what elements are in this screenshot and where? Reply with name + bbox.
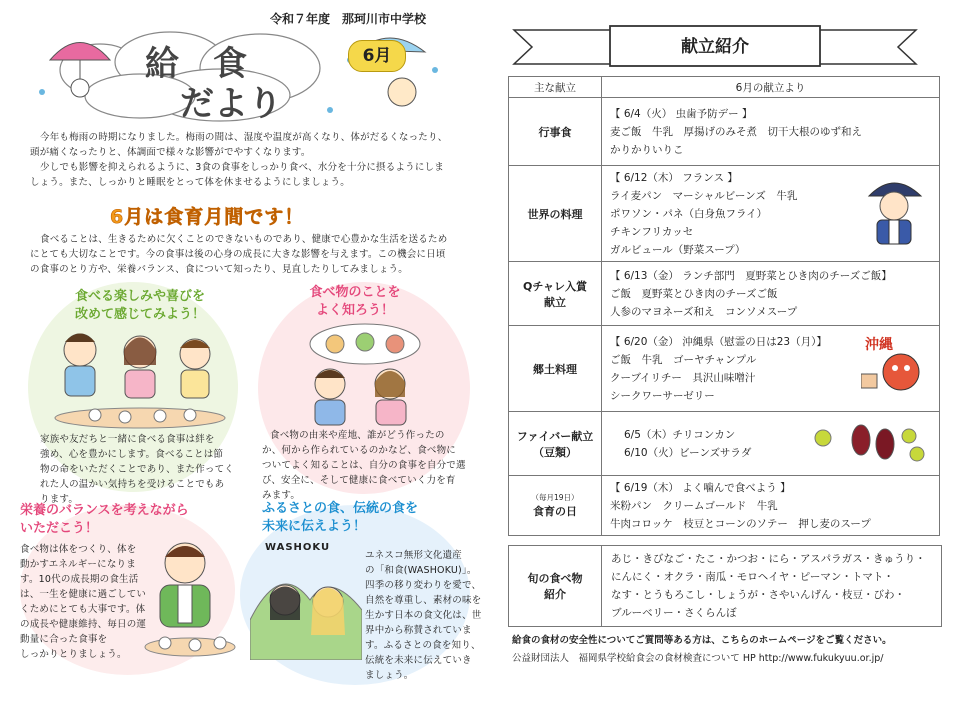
- row-menu: [602, 262, 940, 326]
- menu-line: クーブイリチー 具沢山味噌汁: [610, 371, 756, 384]
- school-line: 令和７年度 那珂川市中学校: [270, 12, 427, 26]
- menu-line: ライ麦パン マーシャルビーンズ 牛乳: [610, 189, 798, 202]
- section2-line: 食べ物の由来や産地、誰がどう作ったの: [270, 430, 445, 441]
- section2-line: か、何から作られているのかなど、食べ物に: [262, 445, 457, 456]
- headline: 6月は食育月間です！: [110, 206, 305, 228]
- headline-line: 食べることは、生きるために欠くことのできないものであり、健康で心豊かな生活を送るため: [40, 234, 448, 245]
- category-label: 食育の日: [533, 505, 577, 518]
- row-menu: [602, 326, 940, 412]
- category-label: Qチャレ入賞: [522, 279, 588, 293]
- family-eating-illustration: [45, 320, 235, 430]
- section3-line: くためにとても大事です。体: [20, 604, 146, 615]
- season-category: [509, 546, 602, 626]
- menu-line: 【 6/19（木） よく噛んで食べよう 】: [610, 481, 791, 494]
- category-label: 郷土料理: [533, 362, 577, 376]
- row-category: [509, 412, 602, 476]
- title-row1: 給 食: [145, 44, 247, 84]
- washoku-label: WASHOKU: [265, 542, 331, 553]
- napoleon-illustration: [863, 174, 925, 246]
- section4-title: [262, 500, 482, 536]
- row-menu: [602, 98, 940, 166]
- season-foods-list: [611, 550, 926, 622]
- intro-line: 今年も梅雨の時期になりました。梅雨の間は、湿度や温度が高くなり、体がだるくなったり、: [40, 132, 448, 143]
- category-label: 行事食: [538, 125, 572, 139]
- menu-line: 牛肉コロッケ 枝豆とコーンのソテー 押し麦のスープ: [610, 517, 871, 530]
- menu-banner: [510, 24, 920, 72]
- category-label: ファイバー献立: [516, 429, 594, 443]
- section4-title-line: 未来に伝えよう！: [262, 519, 367, 534]
- table-row: [509, 476, 940, 536]
- section4-title-line: ふるさとの食、伝統の食を: [262, 501, 419, 516]
- menu-line: シークワーサーゼリー: [610, 389, 715, 402]
- title-row2: だより: [180, 84, 282, 124]
- section1-title-line: 改めて感じてみよう！: [74, 307, 205, 322]
- intro-line: しょう。また、しっかりと睡眠をとって体を休ませるようにしましょう。: [30, 177, 350, 188]
- section3-title: [20, 502, 250, 538]
- menu-line: チキンフリカッセ: [610, 225, 694, 238]
- section4-line: 伝統を未来に伝えていき: [365, 655, 472, 666]
- menu-table-header: [509, 77, 940, 98]
- section4-line: 界中から称賛されていま: [365, 625, 472, 636]
- season-line: ブルーベリー・さくらんぼ: [611, 607, 737, 619]
- menu-line: ご飯 牛乳 ゴーヤチャンプル: [610, 353, 757, 366]
- month-badge: 6月: [348, 40, 406, 72]
- season-category-label: 紹介: [544, 588, 566, 601]
- section3-title-line: 栄養のバランスを考えながら: [20, 503, 189, 518]
- menu-line: 6/5（木）チリコンカン: [624, 428, 736, 441]
- category-label: 献立: [544, 295, 566, 309]
- headline-body: [30, 232, 480, 277]
- row-menu: [602, 476, 940, 536]
- section4-line: 四季の移り変わりを愛で、: [365, 580, 482, 591]
- col-month-header: 6月の献立より: [602, 77, 940, 98]
- beans-illustration: [809, 418, 929, 468]
- table-row: [509, 98, 940, 166]
- section3-line: 食べ物は体をつくり、体を: [20, 544, 137, 555]
- menu-line: 【 6/4（火） 虫歯予防デー 】: [610, 107, 753, 120]
- menu-line: ガルビュール（野菜スープ）: [610, 243, 746, 256]
- season-line: にんにく・オクラ・南瓜・モロヘイヤ・ピーマン・トマト・: [611, 571, 894, 583]
- menu-line: 【 6/20（金） 沖縄県（慰霊の日は23（月）】: [610, 335, 827, 348]
- row-category: [509, 98, 602, 166]
- section4-line: 生かす日本の食文化は、世: [365, 610, 482, 621]
- boy-itadakimasu-illustration: [140, 535, 240, 660]
- shisa-illustration: [861, 338, 929, 392]
- menu-line: 6/10（火）ビーンズサラダ: [624, 446, 752, 459]
- section4-body: [365, 548, 480, 683]
- section3-line: す。10代の成長期の食生活: [20, 574, 139, 585]
- menu-line: 人参のマヨネーズ和え コンソメスープ: [610, 305, 798, 318]
- section4-line: 自然を尊重し、素材の味を: [365, 595, 482, 606]
- section2-body: [262, 428, 472, 503]
- section2-title: [285, 284, 425, 320]
- menu-line: 【 6/13（金） ランチ部門 夏野菜とひき肉のチーズご飯】: [610, 269, 892, 282]
- category-note: （毎月19日）: [531, 493, 579, 502]
- menu-line: 米粉パン クリームゴールド 牛乳: [610, 499, 778, 512]
- section3-line: の成長や健康維持、毎日の運: [20, 619, 147, 630]
- category-label: （豆類）: [533, 445, 577, 459]
- section1-title: [60, 288, 220, 324]
- section2-line: ついてよく知ることは、自分の食事を自分で選: [262, 460, 466, 471]
- col-main-header: 主な献立: [509, 77, 602, 98]
- row-category: [509, 166, 602, 262]
- intro-line: 少しでも影響を抑えられるように、3食の食事をしっかり食べ、水分を十分に摂るようにしま: [40, 162, 444, 173]
- section3-line: 動量に合った食事を: [20, 634, 108, 645]
- section1-title-line: 食べる楽しみや喜びを: [74, 289, 205, 304]
- section1-line: 家族や友だちと一緒に食べる食事は絆を: [40, 434, 215, 445]
- intro-text: [30, 130, 480, 190]
- table-row: [509, 166, 940, 262]
- category-label: 世界の料理: [527, 207, 583, 221]
- row-menu: [602, 166, 940, 262]
- section2-line: みます。: [262, 490, 301, 501]
- footer-notice: 給食の食材の安全性についてご質問等ある方は、こちらのホームページをご覧ください。: [512, 635, 892, 646]
- menu-line: ポワソン・パネ（白身魚フライ）: [610, 207, 768, 220]
- headline-line: の食事のとり方や、栄養バランス、食について知ったり、見直したりしてみましょう。: [30, 264, 408, 275]
- menu-table: [508, 76, 940, 536]
- section3-title-line: いただこう！: [20, 521, 99, 536]
- menu-line: ご飯 夏野菜とひき肉のチーズご飯: [610, 287, 778, 300]
- section3-line: は、一生を健康に過ごしてい: [20, 589, 147, 600]
- row-category: [509, 262, 602, 326]
- table-row: [509, 262, 940, 326]
- table-row: [509, 326, 940, 412]
- row-menu: [602, 412, 940, 476]
- row-category: [509, 476, 602, 536]
- section4-line: ましょう。: [365, 670, 414, 681]
- washoku-girls-illustration: [250, 540, 362, 660]
- section1-body: [40, 432, 240, 507]
- season-line: なす・とうもろこし・しょうが・さやいんげん・枝豆・びわ・: [611, 589, 905, 601]
- menu-banner-title: 献立紹介: [681, 37, 749, 57]
- kids-thinking-illustration: [290, 322, 440, 427]
- section4-line: す。ふるさとの食を知り、: [365, 640, 481, 651]
- section1-line: ります。: [40, 494, 79, 505]
- title-banner: [30, 30, 450, 125]
- section1-line: 強め、心を豊かにします。食べることは節: [40, 449, 224, 460]
- section3-body: [20, 542, 150, 662]
- section4-line: ユネスコ無形文化遺産: [365, 550, 463, 561]
- section2-line: び、安全に、そして健康に食べていく力を育: [262, 475, 456, 486]
- table-row: [509, 412, 940, 476]
- season-category-label: 旬の食べ物: [527, 572, 583, 585]
- headline-line: にとても大切なことです。今の食事は後の心身の成長に大きな影響を与えます。この機会に日頃: [30, 249, 446, 260]
- section2-title-line: よく知ろう！: [315, 303, 394, 318]
- menu-line: 【 6/12（木） フランス 】: [610, 171, 738, 184]
- menu-line: 麦ご飯 牛乳 厚揚げのみそ煮 切干大根のゆず和え: [610, 125, 862, 138]
- season-foods-box: [508, 545, 942, 627]
- section3-line: しっかりとりましょう。: [20, 649, 127, 660]
- row-category: [509, 326, 602, 412]
- section1-line: れた人の温かい気持ちを受けることでもあ: [40, 479, 225, 490]
- section2-title-line: 食べ物のことを: [309, 285, 401, 300]
- okinawa-label: 沖縄: [865, 337, 893, 353]
- intro-line: 頭が痛くなったりと、体調面で様々な影響がでやすくなります。: [30, 147, 311, 158]
- menu-line: かりかりいりこ: [610, 143, 684, 156]
- section4-line: の「和食(WASHOKU)」。: [365, 565, 477, 576]
- footer-link[interactable]: 公益財団法人 福岡県学校給食会の食材検査について HP http://www.fukukyuu.or.jp/: [512, 653, 884, 664]
- season-line: あじ・きびなご・たこ・かつお・にら・アスパラガス・きゅうり・: [611, 553, 926, 565]
- section3-line: 動かすエネルギーになりま: [20, 559, 136, 570]
- section1-line: 物の命をいただくことであり、また作ってく: [40, 464, 235, 475]
